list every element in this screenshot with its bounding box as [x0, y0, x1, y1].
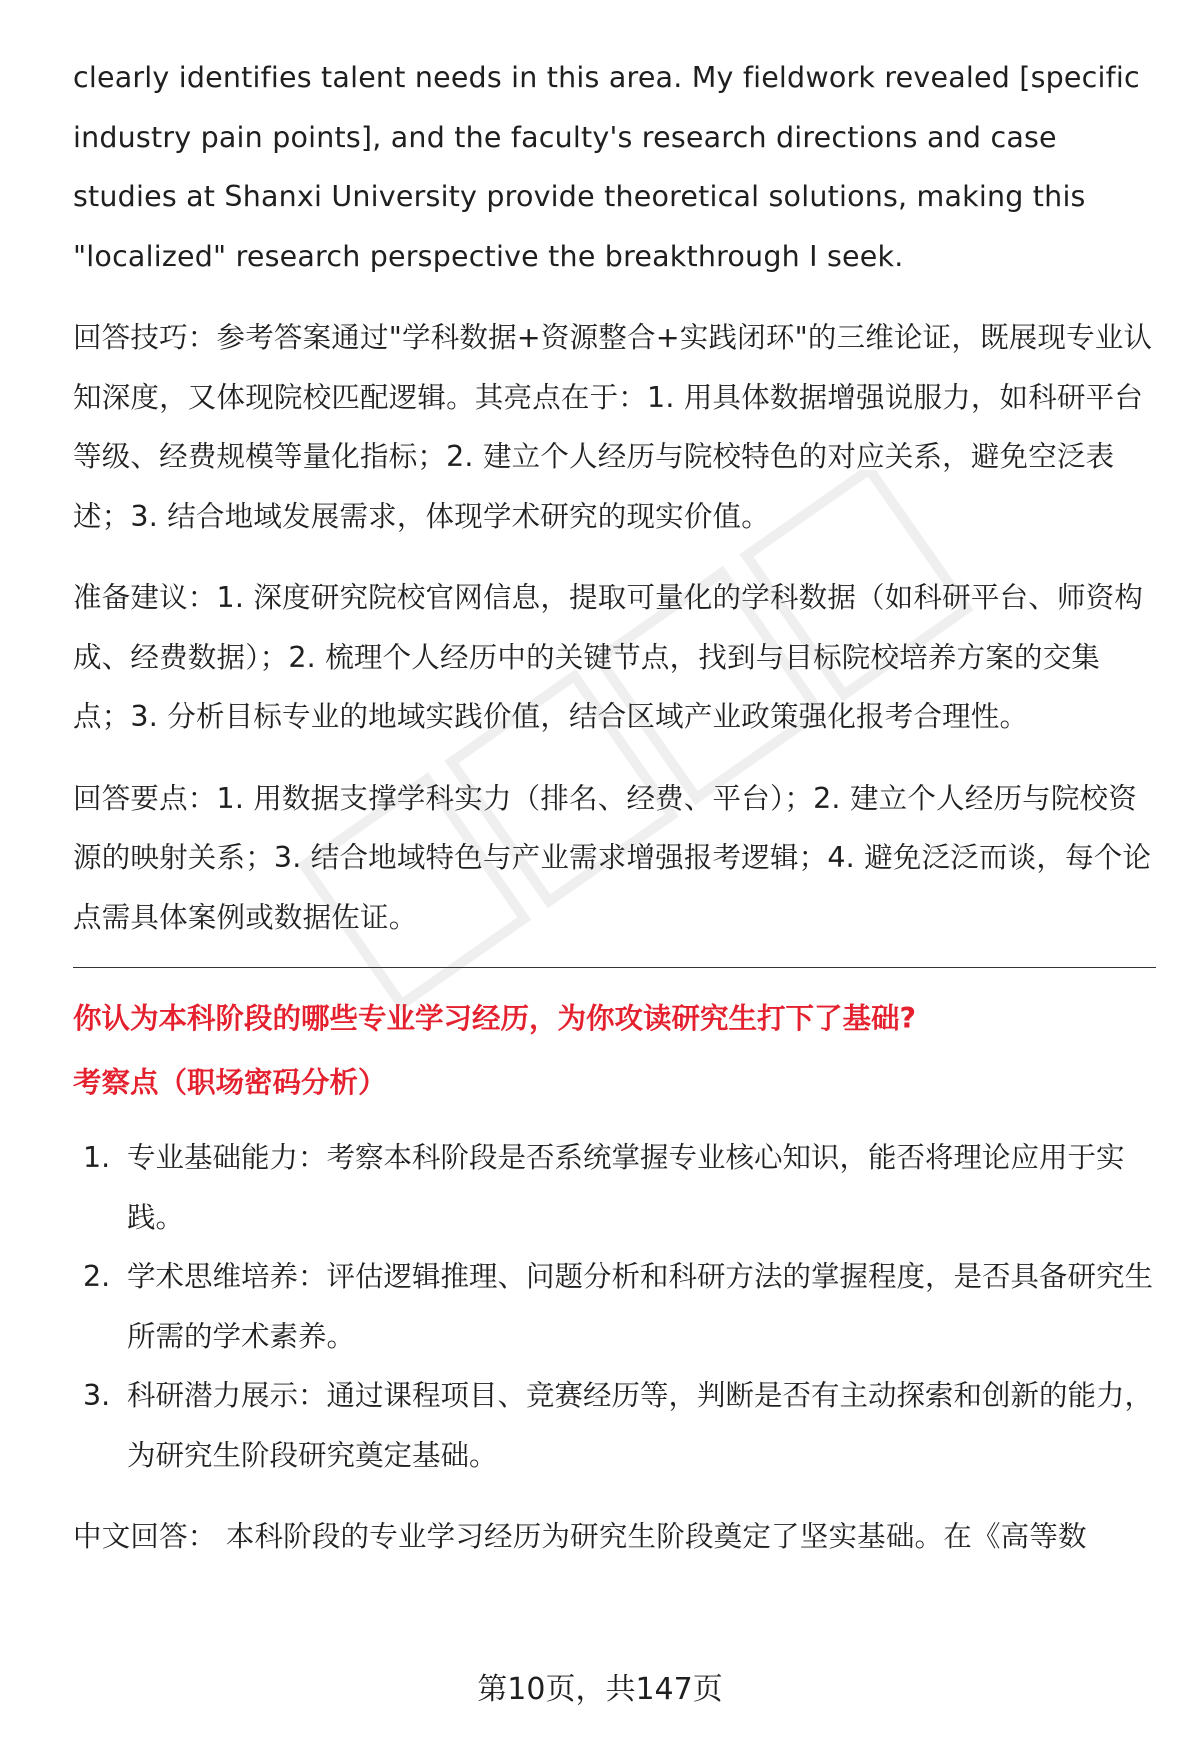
list-item-number: 1. [83, 1141, 111, 1174]
chinese-answer-paragraph: 中文回答： 本科阶段的专业学习经历为研究生阶段奠定了坚实基础。在《高等数 [73, 1520, 1087, 1553]
list-item-number: 2. [83, 1260, 111, 1293]
list-item-text: 科研潜力展示：通过课程项目、竞赛经历等，判断是否有主动探索和创新的能力，为研究生阶段研究奠定基础。 [127, 1379, 1154, 1472]
section-divider [73, 967, 1156, 968]
list-item [73, 1128, 1156, 1247]
english-answer-paragraph: clearly identifies talent needs in this area. My fieldwork revealed [specific industry pain points], and the faculty's research directions and case studies at Shanxi University provide theoretical solutions, making this "localized" research perspective the breakthrough I seek. [73, 61, 1140, 273]
answer-tips-paragraph: 回答技巧：参考答案通过"学科数据+资源整合+实践闭环"的三维论证，既展现专业认知深度，又体现院校匹配逻辑。其亮点在于：1. 用具体数据增强说服力，如科研平台等级、经费规模等量化指标；2. 建立个人经历与院校特色的对应关系，避免空泛表述；3. 结合地域发展需求，体现学术研究的现实价值。 [73, 321, 1153, 533]
list-item-text: 专业基础能力：考察本科阶段是否系统掌握专业核心知识，能否将理论应用于实践。 [127, 1141, 1125, 1234]
list-item [73, 1366, 1156, 1485]
page-number-footer: 第10页，共147页 [477, 1672, 723, 1707]
exam-points-list [73, 1128, 1156, 1485]
document-page [73, 48, 1156, 1567]
list-item-number: 3. [83, 1379, 111, 1412]
list-item [73, 1247, 1156, 1366]
exam-points-heading: 考察点（职场密码分析） [73, 1066, 387, 1099]
list-item-text: 学术思维培养：评估逻辑推理、问题分析和科研方法的掌握程度，是否具备研究生所需的学术素养。 [127, 1260, 1154, 1353]
question-title: 你认为本科阶段的哪些专业学习经历，为你攻读研究生打下了基础? [73, 1002, 917, 1035]
answer-key-points-paragraph: 回答要点：1. 用数据支撑学科实力（排名、经费、平台）；2. 建立个人经历与院校资源的映射关系；3. 结合地域特色与产业需求增强报考逻辑；4. 避免泛泛而谈，每个论点需具体案例或数据佐证。 [73, 781, 1152, 934]
preparation-advice-paragraph: 准备建议：1. 深度研究院校官网信息，提取可量化的学科数据（如科研平台、师资构成、经费数据）；2. 梳理个人经历中的关键节点，找到与目标院校培养方案的交集点；3. 分析目标专业的地域实践价值，结合区域产业政策强化报考合理性。 [73, 581, 1144, 733]
